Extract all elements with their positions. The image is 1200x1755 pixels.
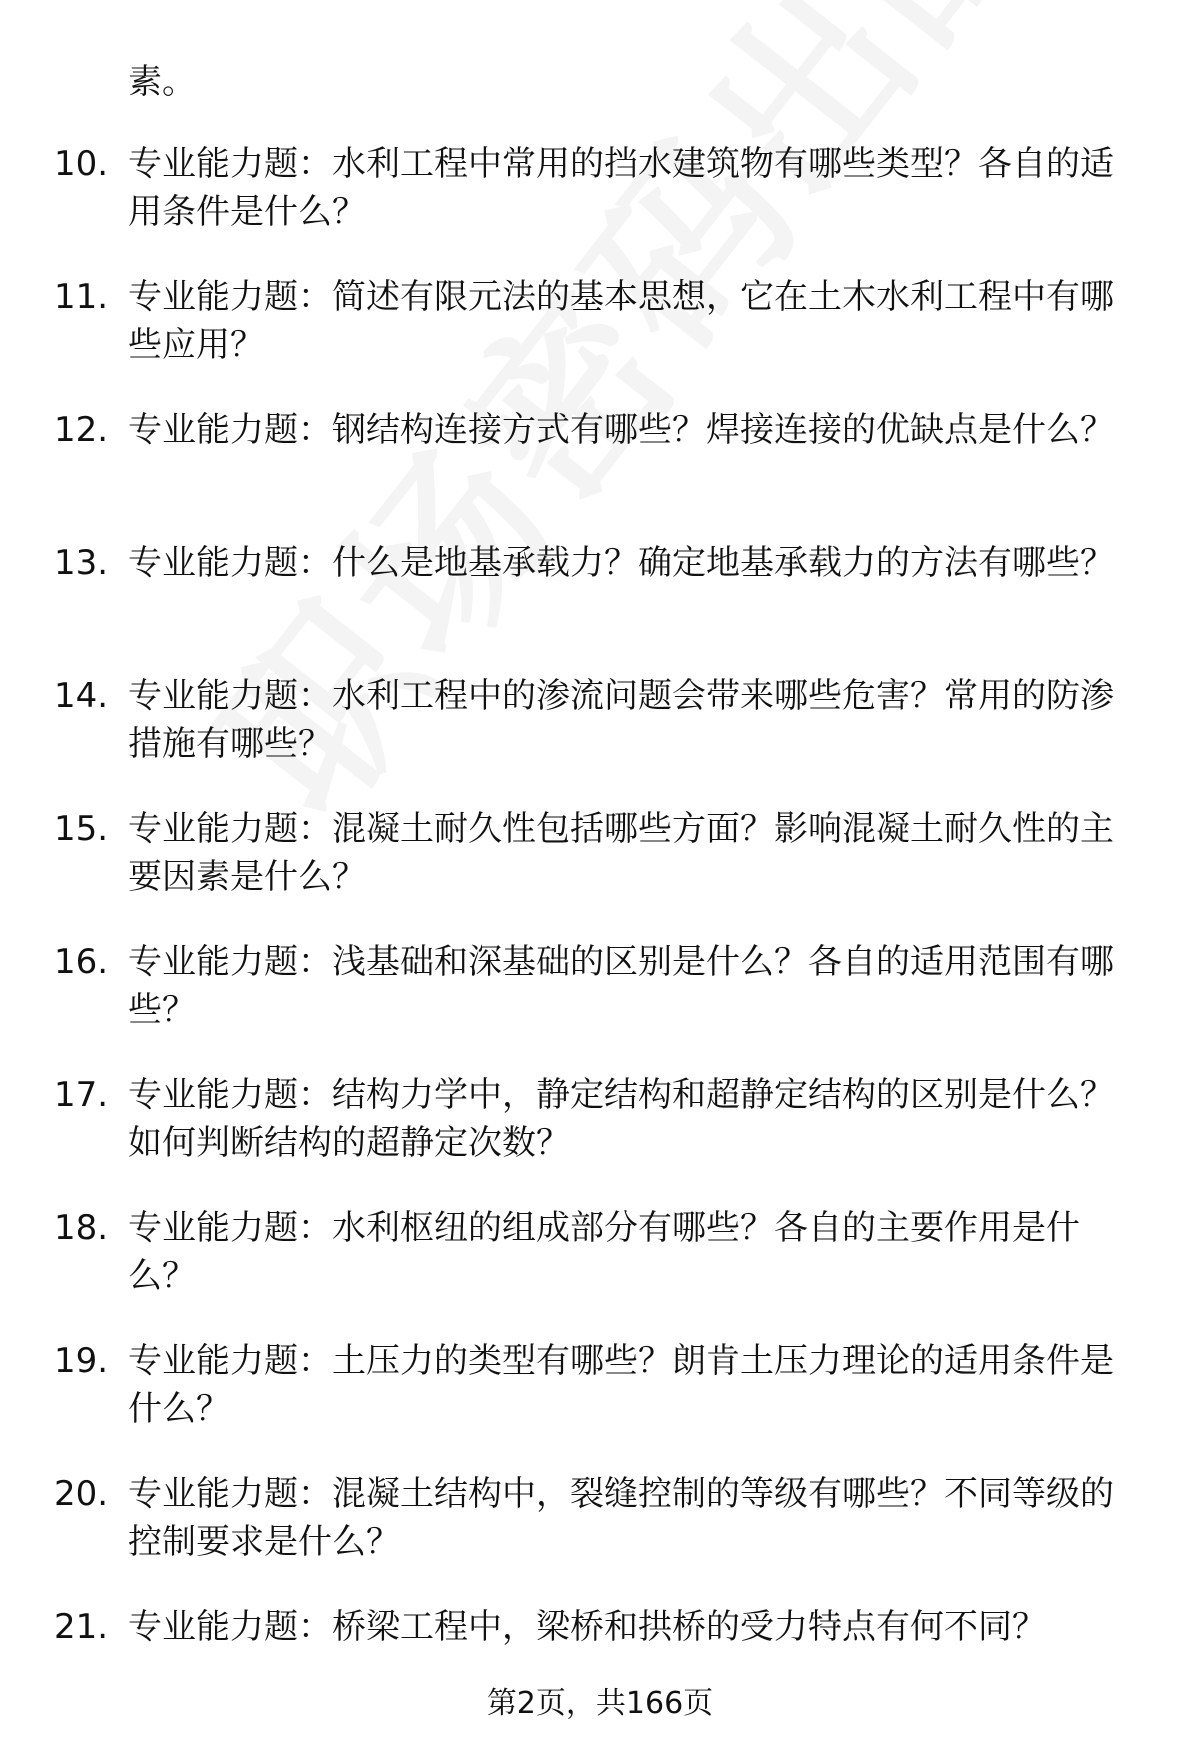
- question-number: 17.: [54, 1075, 109, 1115]
- question-text: 专业能力题：水利工程中的渗流问题会带来哪些危害？常用的防渗措施有哪些？: [128, 676, 1114, 764]
- question-number: 21.: [54, 1607, 109, 1647]
- question-text: 专业能力题：混凝土结构中，裂缝控制的等级有哪些？不同等级的控制要求是什么？: [128, 1474, 1114, 1562]
- question-item: [0, 539, 1200, 635]
- question-item: [0, 1337, 1200, 1433]
- question-number: 10.: [54, 144, 109, 184]
- question-text: 专业能力题：什么是地基承载力？确定地基承载力的方法有哪些？: [128, 543, 1114, 583]
- question-text: 专业能力题：桥梁工程中，梁桥和拱桥的受力特点有何不同？: [128, 1607, 1046, 1647]
- question-number: 16.: [54, 942, 109, 982]
- question-item: [0, 1071, 1200, 1167]
- question-number: 15.: [54, 809, 109, 849]
- question-number: 12.: [54, 410, 109, 450]
- question-item: [0, 805, 1200, 901]
- question-number: 20.: [54, 1474, 109, 1514]
- question-text: 专业能力题：结构力学中，静定结构和超静定结构的区别是什么？如何判断结构的超静定次数？: [128, 1075, 1114, 1163]
- question-text: 专业能力题：浅基础和深基础的区别是什么？各自的适用范围有哪些？: [128, 942, 1114, 1030]
- question-item: [0, 273, 1200, 369]
- question-item: [0, 672, 1200, 768]
- question-number: 14.: [54, 676, 109, 716]
- question-number: 13.: [54, 543, 109, 583]
- page-footer: 第2页，共166页: [486, 1686, 714, 1721]
- question-text: 专业能力题：土压力的类型有哪些？朗肯土压力理论的适用条件是什么？: [128, 1341, 1114, 1429]
- question-list: [0, 140, 1200, 1736]
- continued-text: 素。: [128, 62, 196, 102]
- question-item: [0, 140, 1200, 236]
- question-text: 专业能力题：水利工程中常用的挡水建筑物有哪些类型？各自的适用条件是什么？: [128, 144, 1114, 232]
- question-number: 19.: [54, 1341, 109, 1381]
- question-text: 专业能力题：水利枢纽的组成部分有哪些？各自的主要作用是什么？: [128, 1208, 1080, 1296]
- question-item: [0, 1204, 1200, 1300]
- question-text: 专业能力题：简述有限元法的基本思想，它在土木水利工程中有哪些应用？: [128, 277, 1114, 365]
- question-text: 专业能力题：钢结构连接方式有哪些？焊接连接的优缺点是什么？: [128, 410, 1114, 450]
- question-item: [0, 1470, 1200, 1566]
- question-item: [0, 938, 1200, 1034]
- question-text: 专业能力题：混凝土耐久性包括哪些方面？影响混凝土耐久性的主要因素是什么？: [128, 809, 1114, 897]
- question-number: 11.: [54, 277, 109, 317]
- question-number: 18.: [54, 1208, 109, 1248]
- question-item: [0, 406, 1200, 502]
